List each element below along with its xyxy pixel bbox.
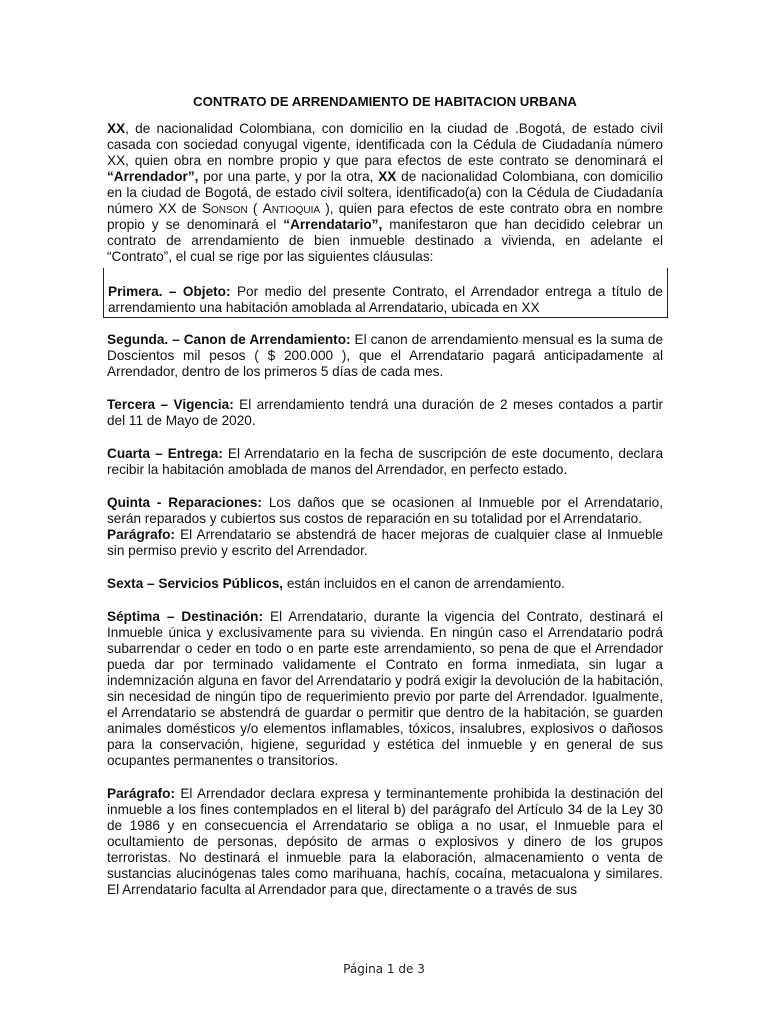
clause-paragrafo: Parágrafo: El Arrendador declara expresa y terminantemente prohibida la destinación del inmueble a los fines contemplados en el literal b) del parágrafo del Artículo 34 de la Ley 30 de 1986 y en consecuencia el Arrendatario se obliga a no usar, el Inmueble para el ocultamiento de personas, depósito de armas o explosivos y dinero de los grupos terroristas. No destinará el inmueble para la elaboración, almacenamiento o venta de sustancias alucinógenas tales como marihuana, hachís, cocaína, metacualona y similares. El Arrendatario faculta al Arrendador para que, directamente o a través de sus (107, 786, 663, 897)
clause-cuarta: Cuarta – Entrega: El Arrendatario en la fecha de suscripción de este documento, declara recibir la habitación amoblada de manos del Arrendador, en perfecto estado. (107, 446, 663, 477)
clause-sexta: Sexta – Servicios Públicos, están incluidos en el canon de arrendamiento. (107, 576, 565, 591)
clause-primera-box (103, 268, 668, 318)
clause-quinta: Quinta - Reparaciones: Los daños que se ocasionen al Inmueble por el Arrendatario, serán reparados y cubiertos sus costos de reparación en su totalidad por el Arrendatario. (107, 495, 664, 526)
document-page (107, 94, 663, 915)
clause-segunda: Segunda. – Canon de Arrendamiento: El canon de arrendamiento mensual es la suma de Doscientos mil pesos ( $ 200.000 ), que el Arrendatario pagará anticipadamente al Arrendador, dentro de los primeros 5 días de cada mes. (107, 332, 664, 379)
clause-septima: Séptima – Destinación: El Arrendatario, durante la vigencia del Contrato, destinará el Inmueble única y exclusivamente para su vivienda. En ningún caso el Arrendatario podrá subarrendar o ceder en todo o en parte este arrendamiento, so pena de que el Arrendador pueda dar por terminado validamente el Contrato en forma inmediata, sin lugar a indemnización alguna en favor del Arrendatario y podrá exigir la devolución de la habitación, sin necesidad de ningún tipo de requerimiento previo por parte del Arrendador. Igualmente, el Arrendatario se abstendrá de guardar o permitir que dentro de la habitación, se guarden animales domésticos y/o elementos inflamables, tóxicos, insalubres, explosivos o dañosos para la conservación, higiene, seguridad y estética del inmueble y en general de sus ocupantes permanentes o transitorios. (107, 609, 663, 768)
page-number: Página 1 de 3 (343, 962, 425, 976)
clause-tercera: Tercera – Vigencia: El arrendamiento tendrá una duración de 2 meses contados a partir del 11 de Mayo de 2020. (107, 397, 663, 428)
department-name: Antioquia (262, 201, 321, 216)
party-name-2: XX (378, 169, 397, 184)
clause-primera: Primera. – Objeto: Por medio del presente Contrato, el Arrendador entrega a título de arrendamiento una habitación amoblada al Arrendatario, ubicada en XX (108, 284, 663, 315)
document-title: CONTRATO DE ARRENDAMIENTO DE HABITACION URBANA (193, 94, 577, 109)
party-name-1: XX (107, 121, 126, 136)
arrendatario-term: “Arrendatario”, (283, 217, 383, 232)
intro-paragraph: XX, de nacionalidad Colombiana, con domicilio en la ciudad de .Bogotá, de estado civil casada con sociedad conyugal vigente, identificada con la Cédula de Ciudadanía número XX, quien obra en nombre propio y que para efectos de este contrato se denominará el “Arrendador”, por una parte, y por la otra, XX de nacionalidad Colombiana, con domicilio en la ciudad de Bogotá, de estado civil soltera, identificado(a) con la Cédula de Ciudadanía número XX de Sonson ( Antioquia ), quien para efectos de este contrato obra en nombre propio y se denominará el “Arrendatario”, manifestaron que han decidido celebrar un contrato de arrendamiento de bien inmueble destinado a vivienda, en adelante el “Contrato”, el cual se rige por las siguientes cláusulas: (107, 121, 663, 264)
clause-quinta-paragrafo: Parágrafo: El Arrendatario se abstendrá de hacer mejoras de cualquier clase al Inmueble sin permiso previo y escrito del Arrendador. (107, 527, 663, 558)
city-name: Sonson (201, 201, 248, 216)
arrendador-term: “Arrendador”, (107, 169, 199, 184)
